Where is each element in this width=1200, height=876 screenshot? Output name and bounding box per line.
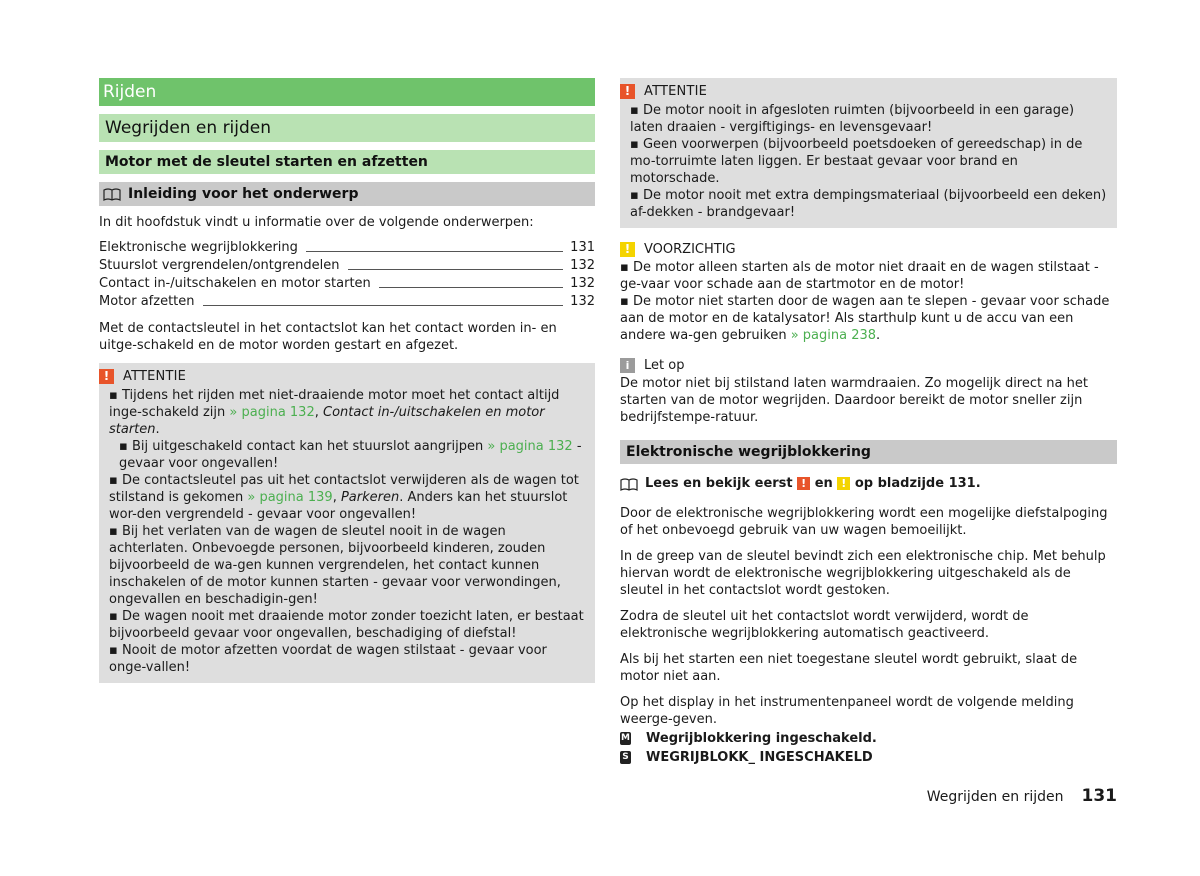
display-type-s-icon: S bbox=[620, 751, 631, 764]
warning-item bbox=[109, 387, 585, 438]
book-icon bbox=[620, 478, 638, 490]
read-first-line bbox=[620, 476, 1117, 491]
page-number: 131 bbox=[1081, 786, 1117, 806]
display-message-text: WEGRIJBLOKK_ INGESCHAKELD bbox=[646, 750, 873, 765]
toc-item-page: 131 bbox=[570, 240, 595, 255]
toc-item-label: Contact in-/uitschakelen en motor starten bbox=[99, 276, 371, 291]
toc-leader bbox=[348, 269, 564, 270]
toc-item[interactable] bbox=[99, 275, 595, 293]
left-column bbox=[99, 78, 595, 697]
caution-header bbox=[620, 242, 1117, 257]
body-paragraph: Zodra de sleutel uit het contactslot wordt verwijderd, wordt de elektronische wegrijblokkering automatisch geactiveerd. bbox=[620, 609, 1029, 641]
warning-icon: ! bbox=[620, 84, 635, 99]
subsection-title: Motor met de sleutel starten en afzetten bbox=[99, 150, 595, 174]
caution-item bbox=[620, 293, 1117, 344]
book-icon bbox=[103, 188, 121, 200]
read-first-page: op bladzijde 131. bbox=[854, 476, 981, 491]
toc-list bbox=[99, 239, 595, 311]
warning-box bbox=[620, 78, 1117, 228]
page-link[interactable]: » pagina 139 bbox=[247, 490, 333, 505]
warning-text: , bbox=[332, 490, 341, 505]
warning-text: . bbox=[155, 422, 160, 437]
page-link[interactable]: » pagina 238 bbox=[790, 328, 877, 343]
body-paragraph: In de greep van de sleutel bevindt zich een elektronische chip. Met behulp hiervan wordt de elektronische wegrijblokkering uitgeschakeld als de sleutel in het contactslot wordt gestoken. bbox=[620, 549, 1106, 598]
topic-heading bbox=[99, 182, 595, 206]
body-paragraph: Met de contactsleutel in het contactslot kan het contact worden in- en uitge-schakeld en de motor worden gestart en afgezet. bbox=[99, 321, 557, 353]
body-paragraph: Door de elektronische wegrijblokkering wordt een mogelijke diefstalpoging of het onbevoegd gebruik van uw wagen bemoeilijkt. bbox=[620, 506, 1108, 538]
info-icon: i bbox=[620, 358, 635, 373]
warning-item: ▪ Bij het verlaten van de wagen de sleutel nooit in de wagen achterlaten. Onbevoegde personen, bijvoorbeeld kinderen, zouden bijvoorbeeld de wa-gen kunnen vergrendelen, het contact kunnen inschakelen of de motor kunnen starten - gevaar voor verwondingen, ongevallen en beschadigin-gen! bbox=[109, 524, 561, 607]
toc-item-label: Motor afzetten bbox=[99, 294, 195, 309]
topic-heading-label: Inleiding voor het onderwerp bbox=[128, 186, 359, 202]
warning-item bbox=[109, 472, 585, 523]
warning-text: . Anders kan het stuurslot wor-den vergrendeld - gevaar voor ongevallen! bbox=[109, 490, 568, 522]
footer-section: Wegrijden en rijden bbox=[926, 789, 1064, 805]
caution-title: VOORZICHTIG bbox=[644, 242, 736, 257]
warning-title: ATTENTIE bbox=[644, 84, 708, 99]
warning-icon: ! bbox=[797, 477, 810, 490]
warning-text: - gevaar voor ongevallen! bbox=[119, 439, 582, 471]
warning-title: ATTENTIE bbox=[123, 369, 187, 384]
warning-header bbox=[99, 368, 585, 385]
section-heading: Elektronische wegrijblokkering bbox=[620, 440, 1117, 464]
body-paragraph: Als bij het starten een niet toegestane sleutel wordt gebruikt, slaat de motor niet aan. bbox=[620, 652, 1078, 684]
note-title: Let op bbox=[644, 358, 685, 373]
caution-text: ▪ De motor niet starten door de wagen aan te slepen - gevaar voor schade aan de motor en de katalysator! Als starthulp kunt u de accu van een andere wa-gen gebruiken bbox=[620, 294, 1110, 343]
warning-item: ▪ De wagen nooit met draaiende motor zonder toezicht laten, er bestaat bijvoorbeeld gevaar voor ongevallen, beschadiging of diefstal! bbox=[109, 609, 584, 641]
warning-text: ▪ Tijdens het rijden met niet-draaiende motor moet het contact altijd inge-schakeld zijn bbox=[109, 388, 560, 420]
display-message bbox=[620, 750, 1117, 765]
warning-item: ▪ Geen voorwerpen (bijvoorbeeld poetsdoeken of gereedschap) in de mo-torruimte laten liggen. Er bestaat gevaar voor brand en motorschade. bbox=[630, 137, 1083, 186]
warning-text: , bbox=[314, 405, 323, 420]
toc-item-label: Elektronische wegrijblokkering bbox=[99, 240, 298, 255]
read-first-and: en bbox=[814, 476, 833, 491]
warning-box bbox=[99, 363, 595, 683]
warning-icon: ! bbox=[99, 369, 114, 384]
page-footer bbox=[927, 786, 1117, 806]
warning-item bbox=[109, 438, 585, 472]
warning-ref: Parkeren bbox=[340, 490, 400, 505]
chapter-title: Rijden bbox=[99, 78, 595, 106]
toc-item[interactable] bbox=[99, 257, 595, 275]
toc-item[interactable] bbox=[99, 239, 595, 257]
warning-header bbox=[620, 83, 1107, 100]
right-column bbox=[620, 78, 1117, 769]
toc-leader bbox=[306, 251, 563, 252]
note-text: De motor niet bij stilstand laten warmdraaien. Zo mogelijk direct na het starten van de motor wegrijden. Daardoor bereikt de motor sneller zijn bedrijfstempe-ratuur. bbox=[620, 376, 1088, 425]
warning-text: ▪ De contactsleutel pas uit het contactslot verwijderen als de wagen tot stilstand is gekomen bbox=[109, 473, 579, 505]
note-header bbox=[620, 358, 1117, 373]
toc-item[interactable] bbox=[99, 293, 595, 311]
body-paragraph: Op het display in het instrumentenpaneel wordt de volgende melding weerge-geven. bbox=[620, 695, 1074, 727]
page-link[interactable]: » pagina 132 bbox=[487, 439, 573, 454]
toc-item-page: 132 bbox=[570, 294, 595, 309]
page-link[interactable]: » pagina 132 bbox=[229, 405, 315, 420]
display-message bbox=[620, 731, 1117, 746]
caution-icon: ! bbox=[837, 477, 850, 490]
warning-item: ▪ Nooit de motor afzetten voordat de wagen stilstaat - gevaar voor onge-vallen! bbox=[109, 643, 547, 675]
intro-text: In dit hoofdstuk vindt u informatie over de volgende onderwerpen: bbox=[99, 215, 534, 230]
caution-body bbox=[620, 259, 1117, 344]
caution-text: . bbox=[876, 328, 881, 343]
warning-ref: Contact in-/uitschakelen en motor starten bbox=[109, 405, 545, 437]
read-first-text: Lees en bekijk eerst bbox=[645, 476, 793, 491]
toc-leader bbox=[379, 287, 563, 288]
display-message-text: Wegrijblokkering ingeschakeld. bbox=[646, 731, 877, 746]
toc-item-label: Stuurslot vergrendelen/ontgrendelen bbox=[99, 258, 340, 273]
caution-icon: ! bbox=[620, 242, 635, 257]
warning-text: ▪ Bij uitgeschakeld contact kan het stuurslot aangrijpen bbox=[119, 439, 488, 454]
caution-item: ▪ De motor alleen starten als de motor niet draait en de wagen stilstaat - ge-vaar voor schade aan de startmotor en de motor! bbox=[620, 260, 1099, 292]
section-title: Wegrijden en rijden bbox=[99, 114, 595, 142]
toc-item-page: 132 bbox=[570, 276, 595, 291]
display-type-m-icon: M bbox=[621, 733, 630, 743]
warning-item: ▪ De motor nooit in afgesloten ruimten (bijvoorbeeld in een garage) laten draaien - vergiftigings- en levensgevaar! bbox=[630, 103, 1075, 135]
warning-item: ▪ De motor nooit met extra dempingsmateriaal (bijvoorbeeld een deken) af-dekken - brandgevaar! bbox=[630, 188, 1107, 220]
toc-leader bbox=[203, 305, 564, 306]
toc-item-page: 132 bbox=[570, 258, 595, 273]
